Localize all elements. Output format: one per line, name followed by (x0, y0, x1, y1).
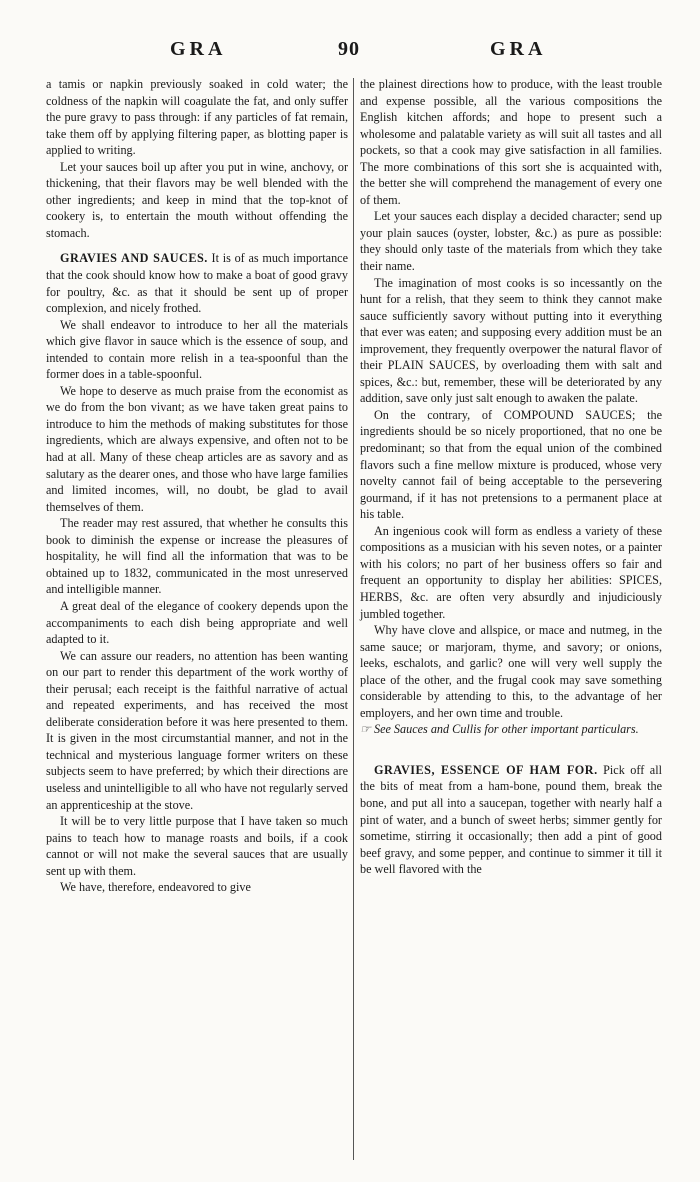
paragraph-reader (46, 515, 348, 598)
left-column (46, 76, 348, 896)
paragraph-decided-character (360, 208, 662, 274)
paragraph-text: Let your sauces boil up after you put in wine, anchovy, or thickening, that their flavors may be well blended with the other ingredients; and keep in mind that the top-knot of cookery is, to entertain the mouth without offending the stomach. (46, 159, 348, 240)
paragraph-text: A great deal of the elegance of cookery depends upon the accompaniments to each dish being appropriate and well adapted to it. (46, 598, 348, 647)
entry-gravies-and-sauces (46, 250, 348, 316)
entry-essence-of-ham (360, 762, 662, 878)
paragraph-text: We have, therefore, endeavored to give (60, 880, 251, 895)
paragraph-imagination (360, 275, 662, 407)
entry-heading: GRAVIES, ESSENCE OF HAM FOR. (374, 762, 598, 777)
paragraph-text: a tamis or napkin previously soaked in cold water; the coldness of the napkin will coagulate the fat, and only suffer the pure gravy to pass through: if any particles of fat remain, take them off by applying filtering paper, as blotting paper is applied to writing. (46, 77, 348, 158)
cross-reference-note (360, 721, 662, 738)
paragraph-text: We hope to deserve as much praise from the economist as we do from the bon vivant; as we have taken great pains to introduce to him the methods of making substitutes for those ingredients, which are always expensive, and often not to be had at all. Many of these cheap articles are as savory and as salutary as the dearer ones, and those who have large families and limited incomes, will, no doubt, be glad to avail themselves of them. (46, 383, 348, 514)
paragraph-text: Pick off all the bits of meat from a ham-bone, pound them, break the bone, and put all into a saucepan, together with nearly half a pint of water, and a bunch of sweet herbs; simmer gently for sometime, stirring it occasionally; then add a pint of good beef gravy, and some pepper, and continue to simmer it till it be well flavored with the (360, 762, 662, 877)
paragraph-text: On the contrary, of COMPOUND SAUCES; the ingredients should be so nicely proportioned, that no one be predominant; so that from the equal union of the combined flavors such a fine mellow mixture is produced, whose very novelty cannot fail of being acceptable to the persevering gourmand, if it has not pretensions to a permanent place at his table. (360, 407, 662, 522)
paragraph-text: The reader may rest assured, that whether he consults this book to diminish the expense or increase the pleasures of hospitality, he will find all the information that was to be obtained up to 1832, communicated in the most unreserved and intelligible manner. (46, 516, 348, 597)
paragraph-text: The imagination of most cooks is so incessantly on the hunt for a relish, that they seem to think they cannot make sauce sufficiently savory without putting into it everything that ever was eaten; and supposing every addition must be an improvement, they frequently overpower the natural flavor of their PLAIN SAUCES, by overloading them with salt and spices, &c.: but, remember, these will be deteriorated by any addition, save only just salt enough to awaken the palate. (360, 275, 662, 406)
paragraph-text: It is of as much importance that the cook should know how to make a boat of good gravy for poultry, &c. as that it should be sent up of proper complexion, and nicely frothed. (46, 251, 348, 316)
paragraph-compound-sauces (360, 407, 662, 523)
paragraph-ingenious-cook (360, 523, 662, 622)
paragraph-straining (46, 76, 348, 159)
paragraph-assurance (46, 648, 348, 813)
column-divider (353, 78, 354, 1160)
paragraph-text: We can assure our readers, no attention has been wanting on our part to render this department of the work worthy of their perusal; each receipt is the faithful narrative of actual and repeated experiments, and has received the most deliberate consideration before it was here presented to them. It is given in the most circumstantial manner, and not in the technical and mysterious language former writers on these subjects seem to have preferred; by which their directions are useless and unintelligible to all who have not regularly served an apprenticeship at the stove. (46, 648, 348, 812)
right-column (360, 76, 662, 878)
paragraph-endeavored (46, 879, 348, 896)
paragraph-text: ☞ See Sauces and Cullis for other important particulars. (360, 722, 639, 737)
header-left-word: GRA (170, 38, 227, 60)
paragraph-text: It will be to very little purpose that I have taken so much pains to teach how to manage roasts and boils, if a cook cannot or will not make the several sauces that are usually sent up with them. (46, 814, 348, 878)
page-number: 90 (338, 38, 360, 60)
paragraph-purpose (46, 813, 348, 879)
entry-heading: GRAVIES AND SAUCES. (60, 251, 208, 266)
paragraph-text: We shall endeavor to introduce to her all the materials which give flavor in sauce which is the essence of soup, and intended to contain more relish in a tea-spoonful than the former does in a table-spoonful. (46, 317, 348, 382)
running-header (0, 38, 700, 68)
paragraph-elegance (46, 598, 348, 648)
header-right-word: GRA (490, 38, 547, 60)
paragraph-text: An ingenious cook will form as endless a variety of these compositions as a musician with his seven notes, or a painter with his colors; no part of her business offers so fair and frequent an opportunity to display her abilities: SPICES, HERBS, &c. are often very absurdly and injudiciously jumbled together. (360, 523, 662, 621)
paragraph-plainest-directions (360, 76, 662, 208)
paragraph-text: Let your sauces each display a decided character; send up your plain sauces (oyster, lobster, &c.) as pure as possible: they should only taste of the materials from which they take their name. (360, 209, 662, 274)
paragraph-text: the plainest directions how to produce, with the least trouble and expense possible, all the various compositions the English kitchen affords; and hope to present such a wholesome and palatable variety as will suit all tastes and all pockets, so that a cook may give satisfaction in all families. The more combinations of this sort she is acquainted with, the better she will comprehend the management of every one of them. (360, 77, 662, 207)
paragraph-text: Why have clove and allspice, or mace and nutmeg, in the same sauce; or marjoram, thyme, and savory; or onions, leeks, eschalots, and garlic? one will very well supply the place of the other, and the frugal cook may save something considerable by attending to this, to the advantage of her employers, and her own time and trouble. (360, 623, 662, 720)
paragraph-clove-allspice (360, 622, 662, 721)
paragraph-economist (46, 383, 348, 515)
paragraph-boil-sauces (46, 159, 348, 242)
paragraph-materials (46, 317, 348, 383)
